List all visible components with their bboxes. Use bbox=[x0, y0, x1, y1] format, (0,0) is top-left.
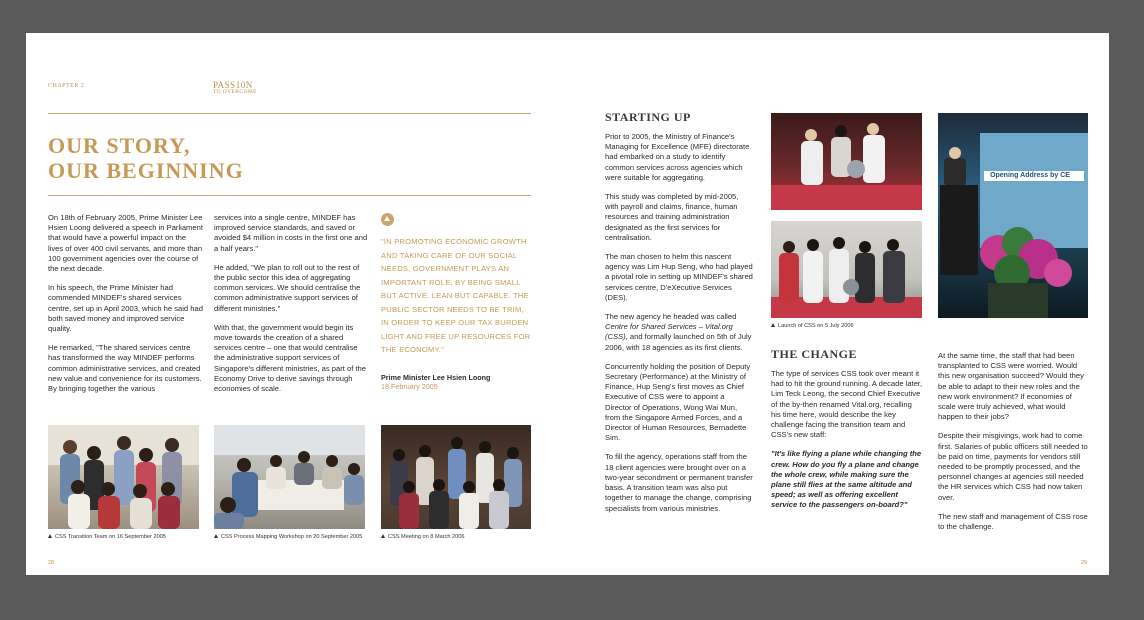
caption-arrow-icon bbox=[48, 534, 52, 538]
right-page bbox=[567, 33, 1109, 575]
left-column-1 bbox=[48, 213, 203, 403]
pull-quote: "IN PROMOTING ECONOMIC GROWTH AND TAKING CARE OF OUR SOCIAL NEEDS, GOVERNMENT PLAYS AN IMPORTANT ROLE, BY BEING SMALL BUT ACTIVE, LEAN BUT CAPABLE. THE PUBLIC SECTOR NEEDS TO BE TRIM, IN ORDER TO KEEP OUR TAX BURDEN LIGHT AND FREE UP RESOURCES FOR THE ECONOMY." bbox=[381, 237, 531, 354]
title-rule bbox=[48, 195, 531, 196]
paragraph: This study was completed by mid-2005, with payroll and claims, finance, human resources and training administration designated as the first services for centralisation. bbox=[605, 192, 739, 242]
book-spread bbox=[26, 33, 1109, 575]
paragraph: In his speech, the Prime Minister had commended MINDEF's shared services centre, set up in April 2003, which he said had both saved money and improved service quality. bbox=[48, 283, 203, 334]
caption-arrow-icon bbox=[771, 323, 775, 327]
caption-text: CSS Process Mapping Workshop on 20 September 2005 bbox=[221, 534, 363, 540]
right-column-3 bbox=[938, 351, 1088, 541]
caption-arrow-icon bbox=[214, 534, 218, 538]
paragraph: On 18th of February 2005, Prime Minister Lee Hsien Loong delivered a speech in Parliament that would have a powerful impact on the lives of over 400 civil servants, and more than 100 government agencies over the course of the next decade. bbox=[48, 213, 203, 274]
photo-css-meeting bbox=[381, 425, 531, 529]
left-column-2 bbox=[214, 213, 369, 403]
paragraph: The man chosen to helm this nascent agency was Lim Hup Seng, who had played a pivotal role in setting up MINDEF's shared services centre, D'eXecutive Services (DES). bbox=[605, 252, 753, 302]
photo-opening-address-scene bbox=[938, 113, 1088, 318]
paragraph: services into a single centre, MINDEF has improved service standards, and saved or avoided $4 million in costs in the first one and a half years." bbox=[214, 213, 368, 253]
page-number-left: 28 bbox=[48, 560, 55, 566]
title-line-2: OUR BEGINNING bbox=[48, 158, 244, 183]
caption-text: CSS Transition Team on 16 September 2005 bbox=[55, 534, 166, 540]
quote-icon bbox=[381, 213, 394, 226]
right-column-2 bbox=[771, 369, 923, 520]
photo-opening-address bbox=[938, 113, 1088, 318]
chapter-label: CHAPTER 2 bbox=[48, 83, 85, 89]
agency-text-post: , and formally launched on 5th of July 2006, with 18 agencies as its first clients. bbox=[605, 332, 752, 352]
paragraph: At the same time, the staff that had been transplanted to CSS were worried. Would this new organisation succeed? Would they be able to adapt to their new roles and the new work environment? If economies of scale were truly achieved, what would happen to their jobs? bbox=[938, 351, 1084, 422]
paragraph: Despite their misgivings, work had to come first. Salaries of public officers still needed to be paid on time, payments for vendors still needed to be promptly processed, and the personnel changes at agencies still needed the HR services which CSS had now taken over. bbox=[938, 431, 1088, 502]
title-line-1: OUR STORY, bbox=[48, 133, 191, 158]
screen-caption: Opening Address by CE bbox=[990, 172, 1070, 179]
quote-author: Prime Minister Lee Hsien Loong bbox=[381, 373, 491, 382]
heading-starting-up: STARTING UP bbox=[605, 110, 691, 124]
agency-text-pre: The new agency he headed was called bbox=[605, 312, 737, 322]
heading-the-change: THE CHANGE bbox=[771, 347, 858, 361]
caption-arrow-icon bbox=[381, 534, 385, 538]
caption-text: CSS Meeting on 8 March 2006 bbox=[388, 534, 465, 540]
photo-process-workshop bbox=[214, 425, 365, 529]
paragraph: With that, the government would begin its move towards the creation of a shared services centre – one that would centralise the administrative support services of Singapore's different ministries, as part of the Economy Drive to derive savings through economies of scale. bbox=[214, 322, 366, 394]
paragraph-agency bbox=[605, 312, 753, 353]
right-column-1 bbox=[605, 132, 753, 523]
caption-text: Launch of CSS on 5 July 2006 bbox=[778, 323, 854, 329]
photo-process-workshop-figures bbox=[214, 425, 365, 529]
agency-name: Centre for Shared Services – Vital.org (CSS) bbox=[605, 322, 733, 342]
page-title bbox=[48, 133, 244, 183]
caption-launch bbox=[771, 323, 854, 330]
paragraph: Concurrently holding the position of Deputy Secretary (Performance) at the Ministry of Finance, Hup Seng's first moves as Chief Executive of CSS were to appoint a Director of Operations, Wong Wai Mun, from the Singapore Armed Forces, and a Director of Human Resources, Bernadette Sim. bbox=[605, 361, 751, 443]
paragraph: The type of services CSS took over meant it had to hit the ground running. A decade later, Lim Teck Leong, the second Chief Executive of the by-then renamed Vital.org, recalling his time here, would describe the key challenge facing the transition team and CSS's new staff: bbox=[771, 369, 923, 440]
section-title-sub: TO OVERCOME bbox=[213, 89, 257, 95]
photo-launch-group bbox=[771, 221, 922, 318]
change-quote: "It's like flying a plane while changing the crew. How do you fly a plane and change the whole crew, while making sure the plane still flies at the same altitude and speed; as well as offering excellent service to the passengers on-board?" bbox=[771, 449, 922, 510]
paragraph: The new staff and management of CSS rose to the challenge. bbox=[938, 511, 1088, 532]
paragraph: Prior to 2005, the Ministry of Finance's Managing for Excellence (MFE) directorate had embarked on a study to identify common services across agencies which were suitable for aggregating. bbox=[605, 132, 750, 182]
paragraph: He added, "We plan to roll out to the rest of the public sector this idea of aggregating common services. We should centralise the common administrative support services of different ministries." bbox=[214, 262, 361, 313]
photo-transition-team bbox=[48, 425, 199, 529]
paragraph: To fill the agency, operations staff from the 18 client agencies were brought over on a two-year secondment or permanent transfer basis. A transition team was also put together to manage the change, comprising specialists from various ministries. bbox=[605, 452, 753, 513]
photo-transition-team-figures bbox=[48, 425, 199, 529]
top-rule bbox=[48, 113, 531, 114]
section-title bbox=[213, 80, 257, 95]
quote-attribution bbox=[381, 373, 531, 391]
photo-launch-ceremony bbox=[771, 113, 922, 210]
section-title-main: PASS10N bbox=[213, 80, 253, 90]
caption-process-workshop bbox=[214, 534, 362, 541]
left-page bbox=[26, 33, 567, 575]
caption-css-meeting bbox=[381, 534, 465, 541]
paragraph: He remarked, "The shared services centre has transformed the way MINDEF performs common administrative services, and created new value and convenience for its customers. By bringing together the various bbox=[48, 343, 202, 394]
photo-css-meeting-figures bbox=[381, 425, 531, 529]
photo-launch-ceremony-figures bbox=[771, 113, 922, 210]
caption-transition-team bbox=[48, 534, 166, 541]
page-number-right: 29 bbox=[1081, 560, 1088, 566]
photo-launch-group-figures bbox=[771, 221, 922, 318]
quote-date: 18 February 2005 bbox=[381, 382, 438, 391]
